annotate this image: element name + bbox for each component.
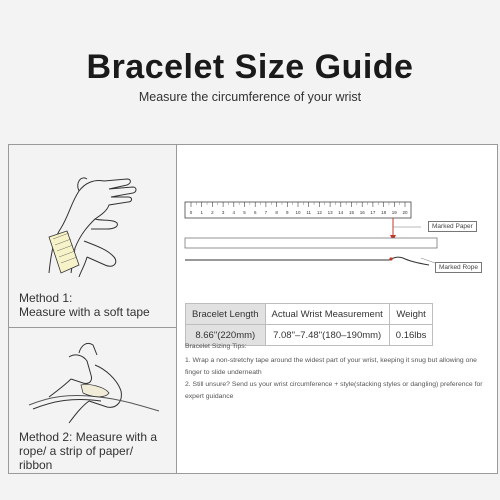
tips-title: Bracelet Sizing Tips: <box>185 343 247 350</box>
ruler-tick-label: 11 <box>306 210 312 215</box>
ruler-tick-label: 7 <box>264 210 268 215</box>
rope-measure-illustration <box>9 335 176 427</box>
ruler-tick-label: 3 <box>221 210 225 215</box>
ruler-tick-label: 1 <box>200 210 203 215</box>
method-1-text <box>19 291 175 319</box>
method-2-text <box>19 430 169 472</box>
ruler-tick-label: 20 <box>402 210 408 215</box>
ruler-tick-label: 8 <box>275 210 278 215</box>
methods-column <box>9 145 177 473</box>
methods-divider <box>9 327 176 328</box>
ruler-tick-label: 2 <box>211 210 214 215</box>
ruler-tick-label: 14 <box>338 210 344 215</box>
page-subtitle: Measure the circumference of your wrist <box>138 90 362 104</box>
size-table-header <box>186 304 433 325</box>
cell-wrist-measurement: 7.08"–7.48"(180–190mm) <box>265 325 389 346</box>
size-table <box>185 303 433 346</box>
sizing-tips <box>185 341 490 403</box>
tip-item: 2. Still unsure? Send us your wrist circumference + style(stacking styles or dangling) preference for expert guidance <box>185 381 483 400</box>
cell-bracelet-length: 8.66"(220mm) <box>186 325 266 346</box>
ruler-tick-label: 9 <box>286 210 289 215</box>
method-1-label: Method 1: Measure with a soft tape <box>19 291 150 319</box>
page-title: Bracelet Size Guide <box>86 48 414 86</box>
cell-weight: 0.16lbs <box>389 325 433 346</box>
ruler-tick-label: 6 <box>253 210 257 215</box>
rope-mark-icon <box>389 257 392 260</box>
ruler-tick-label: 4 <box>232 210 236 215</box>
header-wrist-measurement: Actual Wrist Measurement <box>265 304 389 325</box>
marked-rope-label: Marked Rope <box>435 262 482 273</box>
soft-tape-illustration <box>9 153 176 285</box>
ruler-tick-label: 0 <box>189 210 193 215</box>
ruler-tick-label: 12 <box>316 210 322 215</box>
ruler-tick-label: 18 <box>381 210 387 215</box>
ruler-tick-label: 5 <box>243 210 246 215</box>
header-bracelet-length: Bracelet Length <box>186 304 266 325</box>
ruler-tick-label: 13 <box>327 210 333 215</box>
ruler-tick-label: 15 <box>348 210 355 215</box>
ruler-tick-label: 16 <box>359 210 365 215</box>
ruler-tick-label: 19 <box>391 210 397 215</box>
marked-paper-label: Marked Paper <box>428 221 477 232</box>
details-column <box>177 145 497 473</box>
method-2-label: Method 2: Measure with a rope/ a strip of paper/ ribbon <box>19 430 158 472</box>
ruler-tick-label: 10 <box>295 210 301 215</box>
ruler-tick-label: 17 <box>370 210 376 215</box>
rope-callout-line <box>421 258 435 263</box>
tip-item: 1. Wrap a non-stretchy tape around the widest part of your wrist, keeping it snug but allowing one finger to slide underneath <box>185 357 477 376</box>
guide-panel <box>8 144 498 474</box>
header-weight: Weight <box>389 304 433 325</box>
marked-paper-strip <box>185 238 437 248</box>
